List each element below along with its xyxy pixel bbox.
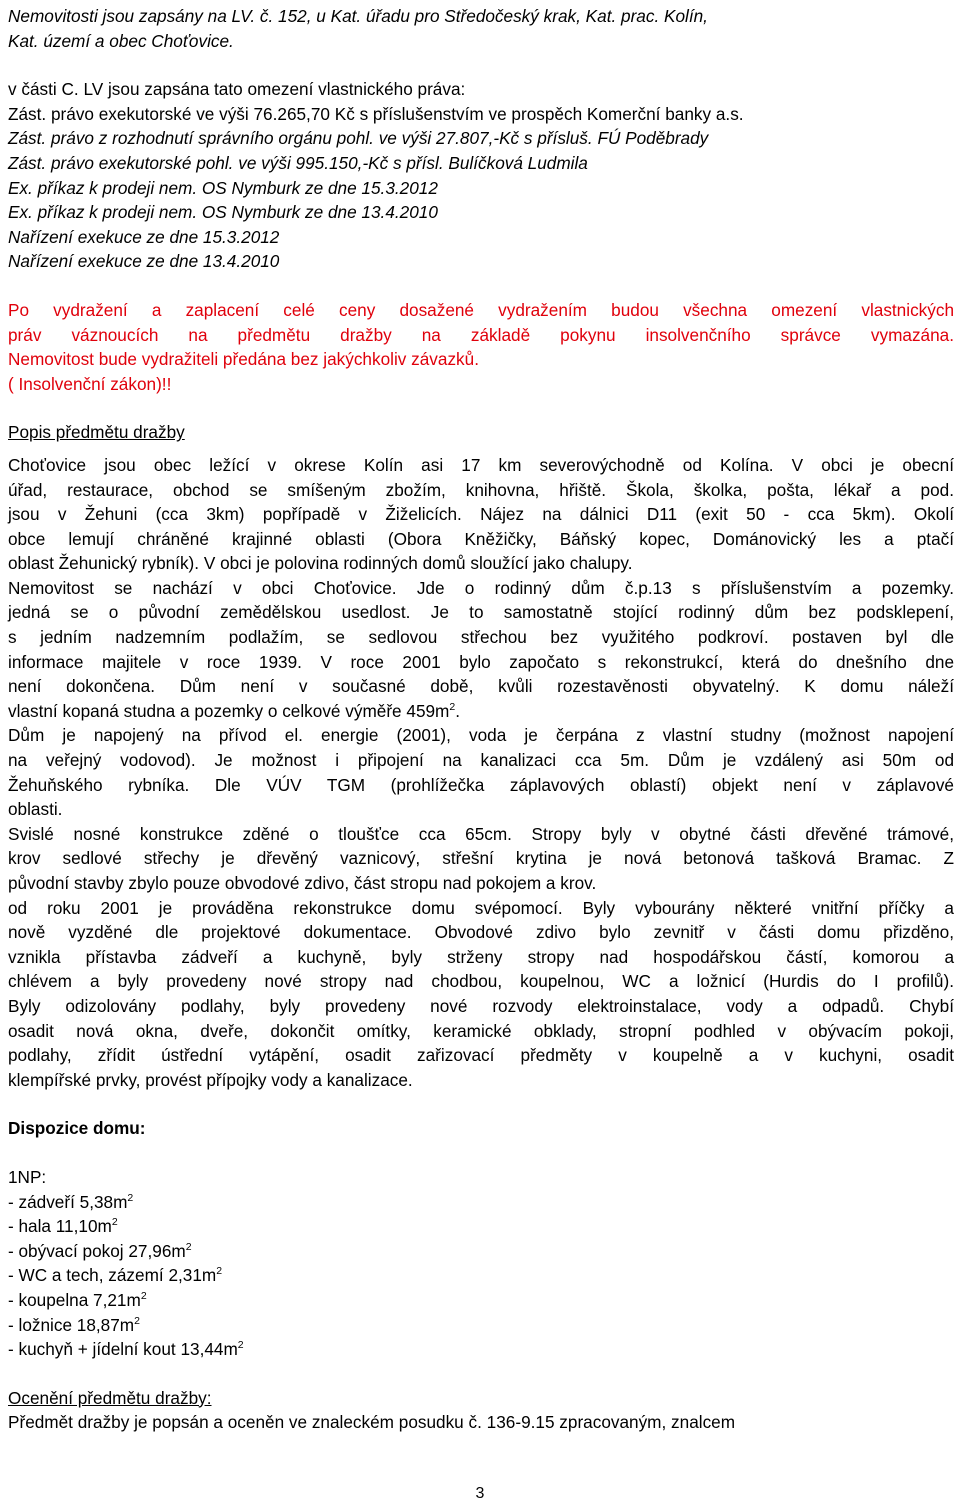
room-item <box>8 1239 954 1264</box>
encumbrance-item: Nařízení exekuce ze dne 15.3.2012 <box>8 226 280 247</box>
encumbrance-item: Zást. právo exekutorské ve výši 76.265,70 Kč s příslušenstvím ve prospěch Komerční banky a.s. <box>8 103 744 124</box>
encumbrance-item: Ex. příkaz k prodeji nem. OS Nymburk ze dne 15.3.2012 <box>8 177 438 198</box>
description-line: vznikla přístavba zádveří a kuchyně, byly strženy stropy nad hospodářskou částí, komorou a <box>8 946 954 967</box>
description-line: Byly odizolovány podlahy, byly provedeny nové rozvody elektroinstalace, vody a odpadů. Chybí <box>8 995 954 1016</box>
floor-label: 1NP: <box>8 1166 47 1187</box>
area-text-end: . <box>455 700 461 721</box>
description-line: na veřejný vodovod). Je možnost i připojení na kanalizaci cca 5m. Dům je vzdálený asi 50m od <box>8 750 954 771</box>
room-item <box>8 1190 954 1215</box>
area-unit-exponent: 2 <box>449 700 456 713</box>
area-text: vlastní kopaná studna a pozemky o celkové výměře 459m <box>8 700 450 721</box>
room-text: - koupelna 7,21m <box>8 1289 141 1310</box>
room-text: - WC a tech, zázemí 2,31m <box>8 1265 217 1286</box>
area-unit-exponent: 2 <box>127 1191 134 1204</box>
area-unit-exponent: 2 <box>237 1339 244 1352</box>
warning-line: Nemovitost bude vydražiteli předána bez jakýchkoliv závazků. <box>8 349 479 370</box>
description-line: oblast Žehunický rybník). V obci je polovina rodinných domů sloužící jako chalupy. <box>8 553 633 574</box>
room-list <box>8 1190 954 1362</box>
encumbrance-intro: v části C. LV jsou zapsána tato omezení vlastnického práva: <box>8 79 466 100</box>
area-unit-exponent: 2 <box>216 1265 223 1278</box>
description-line: klempířské prvky, provést přípojky vody a kanalizace. <box>8 1069 413 1090</box>
lv-header <box>8 4 954 53</box>
warning-line: ( Insolvenční zákon)!! <box>8 373 172 394</box>
room-item <box>8 1263 954 1288</box>
room-text: - hala 11,10m <box>8 1216 112 1237</box>
room-item <box>8 1337 954 1362</box>
description-body <box>8 453 954 1092</box>
room-text: - obývací pokoj 27,96m <box>8 1240 186 1261</box>
description-line: s jedním nadzemním podlažím, se sedlovou střechou bez využitého podkroví. postaven byl dle <box>8 627 954 648</box>
description-line <box>8 699 954 724</box>
description-line: Nemovitost se nachází v obci Choťovice. Jde o rodinný dům č.p.13 s příslušenstvím a pozemky. <box>8 577 954 598</box>
description-line: Žehuňského rybníka. Dle VÚV TGM (prohlížečka záplavových oblastí) objekt není v záplavové <box>8 774 954 795</box>
warning-line: práv váznoucích na předmětu dražby na základě pokynu insolvenčního správce vymazána. <box>8 324 954 345</box>
valuation-heading: Ocenění předmětu dražby: <box>8 1387 212 1408</box>
area-unit-exponent: 2 <box>140 1289 147 1302</box>
valuation-line: Předmět dražby je popsán a oceněn ve znaleckém posudku č. 136-9.15 zpracovaným, znalcem <box>8 1412 736 1433</box>
description-line: Choťovice jsou obec ležící v okrese Kolín asi 17 km severovýchodně od Kolína. V obci je obecní <box>8 454 954 475</box>
encumbrance-item: Zást. právo z rozhodnutí správního orgánu pohl. ve výši 27.807,-Kč s přísluš. FÚ Poděbrady <box>8 128 709 149</box>
description-heading: Popis předmětu dražby <box>8 422 185 443</box>
description-line: oblasti. <box>8 799 63 820</box>
description-line: Svislé nosné konstrukce zděné o tloušťce cca 65cm. Stropy byly v obytné části dřevěné trámové, <box>8 823 954 844</box>
description-line: jsou v Žehuni (cca 3km) popřípadě v Žiželicích. Nájez na dálnici D11 (exit 50 - cca 5km). Okolí <box>8 504 954 525</box>
encumbrance-item: Ex. příkaz k prodeji nem. OS Nymburk ze dne 13.4.2010 <box>8 202 438 223</box>
description-line: není dokončena. Dům není v současné době, kvůli rozestavěnosti obyvatelný. K domu náleží <box>8 676 954 697</box>
description-line: Dům je napojený na přívod el. energie (2001), voda je čerpána z vlastní studny (možnost napojení <box>8 725 954 746</box>
description-line: původní stavby zbylo pouze obvodové zdivo, část stropu nad pokojem a krov. <box>8 873 597 893</box>
room-text: - kuchyň + jídelní kout 13,44m <box>8 1339 238 1360</box>
area-unit-exponent: 2 <box>185 1240 192 1253</box>
description-line: nově vyzděné dle projektové dokumentace. Obvodové zdivo bylo zevnitř v části domu přizděno, <box>8 922 954 943</box>
description-line: krov sedlové střechy je dřevěný vaznicový, střešní krytina je nová betonová tašková Bramac. Z <box>8 848 954 869</box>
lv-header-line: Kat. území a obec Choťovice. <box>8 30 234 51</box>
room-text: - ložnice 18,87m <box>8 1314 135 1335</box>
description-line: podlahy, zřídit ústřední vytápění, osadit zařizovací předměty v koupelně a v kuchyni, osadit <box>8 1045 954 1066</box>
encumbrance-item: Zást. právo exekutorské pohl. ve výši 995.150,-Kč s přísl. Bulíčková Ludmila <box>8 152 588 173</box>
document-page <box>8 4 954 1435</box>
lv-header-line: Nemovitosti jsou zapsány na LV. č. 152, u Kat. úřadu pro Středočeský krak, Kat. prac. Kolín, <box>8 6 708 26</box>
room-item <box>8 1214 954 1239</box>
area-unit-exponent: 2 <box>111 1216 118 1229</box>
page-number: 3 <box>475 1485 485 1502</box>
description-line: osadit nová okna, dveře, dokončit omítky, keramické obklady, stropní podhled v obývacím pokoji, <box>8 1020 954 1041</box>
encumbrance-item: Nařízení exekuce ze dne 13.4.2010 <box>8 251 280 272</box>
room-item <box>8 1313 954 1338</box>
description-line: od roku 2001 je prováděna rekonstrukce domu svépomocí. Byly vybourány některé vnitřní příčky a <box>8 897 954 918</box>
description-line: jedná se o původní zemědělskou usedlost. Je to samostatně stojící rodinný dům bez podsklepení, <box>8 602 954 623</box>
description-line: obce lemují chráněné krajinné oblasti (Obora Kněžičky, Báňský kopec, Dománovický les a ptačí <box>8 528 954 549</box>
description-line: informace majitele v roce 1939. V roce 2001 bylo započato s rekonstrukcí, která do dnešního dne <box>8 651 954 672</box>
insolvency-warning <box>8 298 954 396</box>
description-line: úřad, restaurace, obchod se smíšeným zbožím, knihovna, hřiště. Škola, školka, pošta, lékař a pod. <box>8 479 954 500</box>
layout-heading: Dispozice domu: <box>8 1118 146 1139</box>
encumbrance-section <box>8 77 954 274</box>
description-line: chlévem a byly provedeny nové stropy nad chodbou, koupelnou, WC a ložnicí (Hurdis do I profilů). <box>8 971 954 992</box>
area-unit-exponent: 2 <box>134 1314 140 1327</box>
room-text: - zádveří 5,38m <box>8 1191 128 1212</box>
warning-line: Po vydražení a zaplacení celé ceny dosažené vydražením budou všechna omezení vlastnických <box>8 299 954 320</box>
room-item <box>8 1288 954 1313</box>
